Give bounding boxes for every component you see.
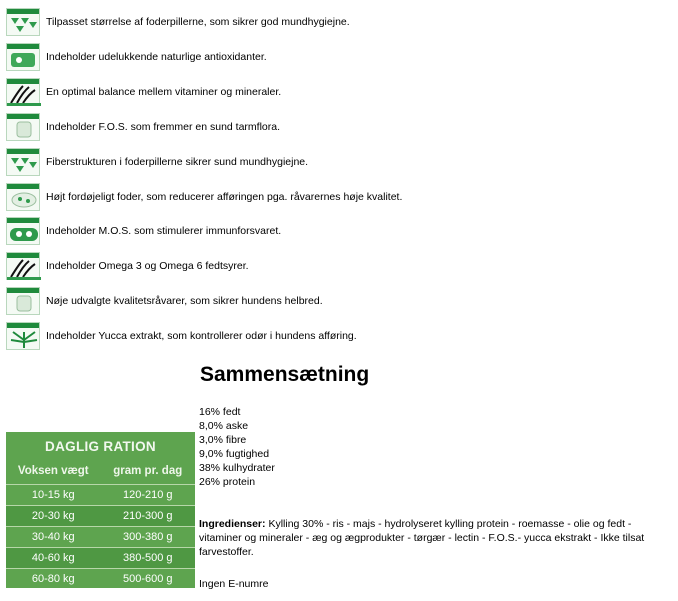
composition-item: 9,0% fugtighed: [199, 448, 270, 460]
table-row: [6, 484, 195, 505]
feature-item: [6, 7, 666, 37]
fiber-structure-icon: [6, 148, 40, 176]
feature-text: Indeholder Omega 3 og Omega 6 fedtsyrer.: [46, 260, 249, 273]
feature-text: En optimal balance mellem vitaminer og mineraler.: [46, 85, 282, 98]
composition-item: 38% kulhydrater: [199, 462, 275, 474]
ration-weight: 20-30 kg: [31, 510, 75, 522]
composition-item: 3,0% fibre: [199, 434, 247, 446]
ration-grams: 500-600 g: [122, 573, 173, 585]
no-e-numbers-note: Ingen E-numre: [199, 578, 269, 590]
feature-item: [6, 42, 666, 72]
feature-item: [6, 286, 666, 316]
ingredients-label: Ingredienser:: [199, 518, 266, 530]
ration-title: DAGLIG RATION: [45, 439, 156, 454]
ingredients-text: [199, 517, 665, 559]
feature-text: Indeholder udelukkende naturlige antioxidanter.: [46, 50, 267, 63]
composition-item: 16% fedt: [199, 406, 241, 418]
composition-heading: Sammensætning: [200, 363, 370, 386]
omega-icon: [6, 252, 40, 280]
table-row: [6, 568, 195, 589]
ration-header: [6, 460, 195, 484]
feature-text: Fiberstrukturen i foderpillerne sikrer sund mundhygiejne.: [46, 155, 309, 168]
vitamin-balance-icon: [6, 78, 40, 106]
feature-text: Indeholder F.O.S. som fremmer en sund tarmflora.: [46, 120, 281, 133]
ration-weight: 60-80 kg: [31, 573, 75, 585]
yucca-icon: [6, 322, 40, 350]
digestible-icon: [6, 183, 40, 211]
feature-item: [6, 251, 666, 281]
composition-item: 26% protein: [199, 476, 256, 488]
ration-weight: 10-15 kg: [31, 489, 75, 501]
ration-weight: 30-40 kg: [31, 531, 75, 543]
feature-item: [6, 112, 666, 142]
table-row: [6, 526, 195, 547]
feature-text: Nøje udvalgte kvalitetsråvarer, som sikrer hundens helbred.: [46, 295, 323, 308]
feature-item: [6, 77, 666, 107]
composition-list: [199, 405, 275, 489]
ingredients-list: Kylling 30% - ris - majs - hydrolyseret kylling protein - roemasse - olie og fedt - vitaminer og mineraler - æg og ægprodukter - tørgær - lectin - F.O.S.- yucca ekstrakt - Ikke tilsat farvestoffer.: [199, 518, 645, 558]
antioxidant-icon: [6, 43, 40, 71]
daily-ration-table: [6, 432, 195, 588]
ration-grams: 210-300 g: [122, 510, 173, 522]
ration-header-grams: gram pr. dag: [113, 465, 183, 477]
table-row: [6, 505, 195, 526]
feature-item: [6, 321, 666, 351]
feature-text: Højt fordøjeligt foder, som reducerer afføringen pga. råvarernes høje kvalitet.: [46, 190, 403, 203]
composition-item: 8,0% aske: [199, 420, 249, 432]
feature-item: [6, 216, 666, 246]
ration-weight: 40-60 kg: [31, 552, 75, 564]
feature-text: Tilpasset størrelse af foderpillerne, som sikrer god mundhygiejne.: [46, 16, 350, 28]
feature-text: Indeholder Yucca extrakt, som kontrollerer odør i hundens afføring.: [46, 330, 357, 343]
ration-header-weight: Voksen vægt: [17, 465, 89, 477]
feature-item: [6, 147, 666, 177]
feature-text: Indeholder M.O.S. som stimulerer immunforsvaret.: [46, 225, 282, 238]
ration-grams: 380-500 g: [122, 552, 173, 564]
quality-ingredients-icon: [6, 287, 40, 315]
ration-grams: 120-210 g: [122, 489, 173, 501]
table-row: [6, 547, 195, 568]
ration-grams: 300-380 g: [122, 531, 173, 543]
feature-item: [6, 182, 666, 212]
mos-icon: [6, 217, 40, 245]
fos-icon: [6, 113, 40, 141]
feed-pellet-size-icon: [6, 8, 40, 36]
